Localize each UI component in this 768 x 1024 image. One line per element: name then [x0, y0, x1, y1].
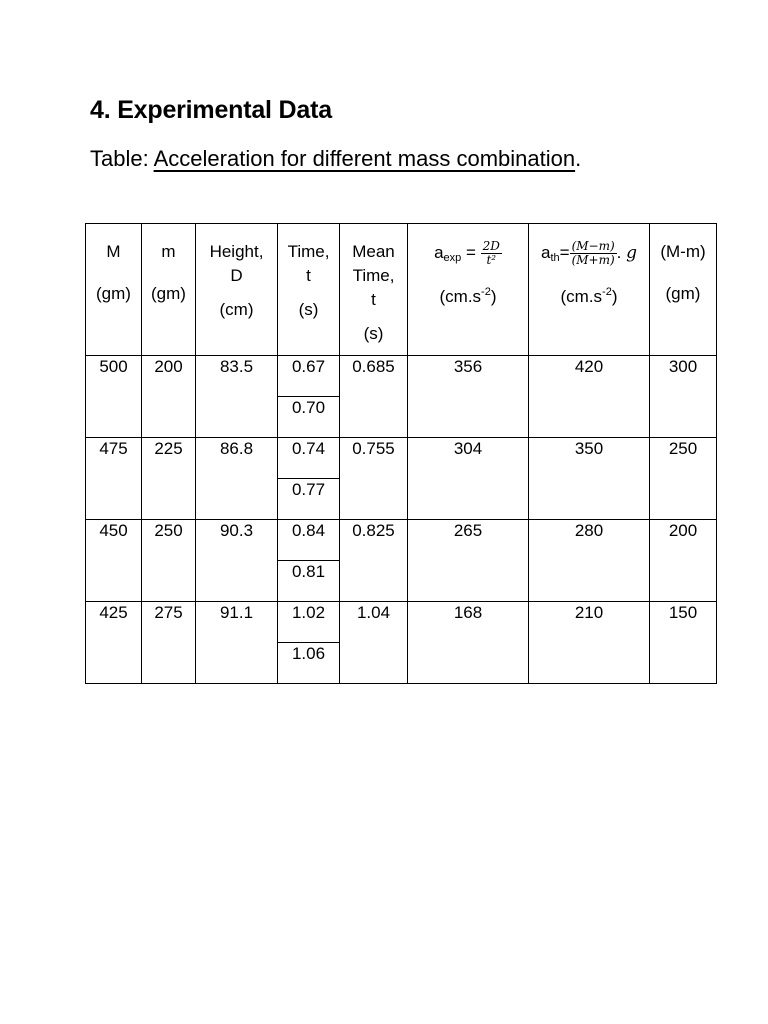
header-diff-label: (M-m): [660, 242, 706, 261]
header-height-unit: (cm): [219, 300, 254, 319]
cell-mass-diff: 200: [650, 520, 717, 602]
a-th-unit: $(cm.s^{-2})$: [560, 285, 618, 306]
header-mean-line2: Time,: [352, 266, 395, 285]
cell-M: 475: [86, 438, 142, 520]
header-time-line1: Time,: [287, 242, 330, 261]
cell-a-exp: 356: [408, 356, 529, 438]
header-m-label: m: [161, 242, 176, 261]
cell-time-1: 0.74: [278, 438, 340, 479]
cell-mean-time: 0.755: [340, 438, 408, 520]
cell-M: 500: [86, 356, 142, 438]
cell-mean-time: 0.685: [340, 356, 408, 438]
table-row: [86, 520, 717, 561]
header-a-exp: [408, 224, 529, 356]
header-height: [196, 224, 278, 356]
header-time-unit: (s): [298, 300, 319, 319]
cell-m: 225: [142, 438, 196, 520]
header-M: [86, 224, 142, 356]
a-exp-unit: $(cm.s^{-2})$: [439, 285, 497, 306]
cell-height: 83.5: [196, 356, 278, 438]
cell-time-2: 0.70: [278, 397, 340, 438]
cell-time-2: 0.81: [278, 561, 340, 602]
cell-mean-time: 1.04: [340, 602, 408, 684]
experimental-data-table: [85, 223, 717, 684]
cell-height: 86.8: [196, 438, 278, 520]
header-M-label: M: [106, 242, 121, 261]
header-diff-unit: (gm): [665, 284, 701, 303]
cell-time-1: 0.84: [278, 520, 340, 561]
cell-time-2: 0.77: [278, 479, 340, 520]
cell-a-th: 210: [529, 602, 650, 684]
cell-a-exp: 304: [408, 438, 529, 520]
header-m: [142, 224, 196, 356]
a-th-formula: $a_{th}=$ $\frac{(M-m)}{(M+m)}$ . g: [540, 239, 638, 267]
section-heading: 4. Experimental Data: [90, 96, 332, 124]
table-caption: [90, 146, 581, 172]
header-height-line1: Height,: [209, 242, 264, 261]
cell-time-1: 1.02: [278, 602, 340, 643]
cell-m: 200: [142, 356, 196, 438]
cell-time-2: 1.06: [278, 643, 340, 684]
cell-m: 275: [142, 602, 196, 684]
cell-mass-diff: 150: [650, 602, 717, 684]
caption-prefix: Table:: [90, 146, 154, 171]
header-M-unit: (gm): [96, 284, 131, 303]
cell-a-exp: 265: [408, 520, 529, 602]
cell-height: 91.1: [196, 602, 278, 684]
cell-a-th: 280: [529, 520, 650, 602]
caption-title: Acceleration for different mass combination: [153, 146, 576, 171]
table-row: [86, 356, 717, 397]
cell-mass-diff: 300: [650, 356, 717, 438]
a-exp-fraction: $\frac{2D}{\text{t²}}$: [482, 239, 500, 267]
cell-mass-diff: 250: [650, 438, 717, 520]
cell-height: 90.3: [196, 520, 278, 602]
header-height-line2: D: [230, 266, 243, 285]
header-a-th: [529, 224, 650, 356]
header-m-unit: (gm): [151, 284, 186, 303]
cell-a-th: 420: [529, 356, 650, 438]
table-row: [86, 438, 717, 479]
cell-mean-time: 0.825: [340, 520, 408, 602]
cell-M: 425: [86, 602, 142, 684]
cell-M: 450: [86, 520, 142, 602]
cell-a-exp: 168: [408, 602, 529, 684]
header-time: [278, 224, 340, 356]
header-mean-unit: (s): [363, 324, 384, 343]
a-th-fraction: $\frac{(M-m)}{(M+m)}$: [571, 239, 615, 267]
cell-time-1: 0.67: [278, 356, 340, 397]
cell-m: 250: [142, 520, 196, 602]
header-mass-diff: [650, 224, 717, 356]
header-mean-line3: t: [371, 290, 376, 309]
cell-a-th: 350: [529, 438, 650, 520]
caption-suffix: .: [575, 146, 582, 171]
header-mean-time: [340, 224, 408, 356]
header-time-line2: t: [306, 266, 311, 285]
header-mean-line1: Mean: [352, 242, 395, 261]
table-row: [86, 602, 717, 643]
header-row: [86, 224, 717, 356]
a-exp-formula: $a_{exp}$ = $\frac{2D}{\text{t²}}$: [434, 239, 500, 267]
